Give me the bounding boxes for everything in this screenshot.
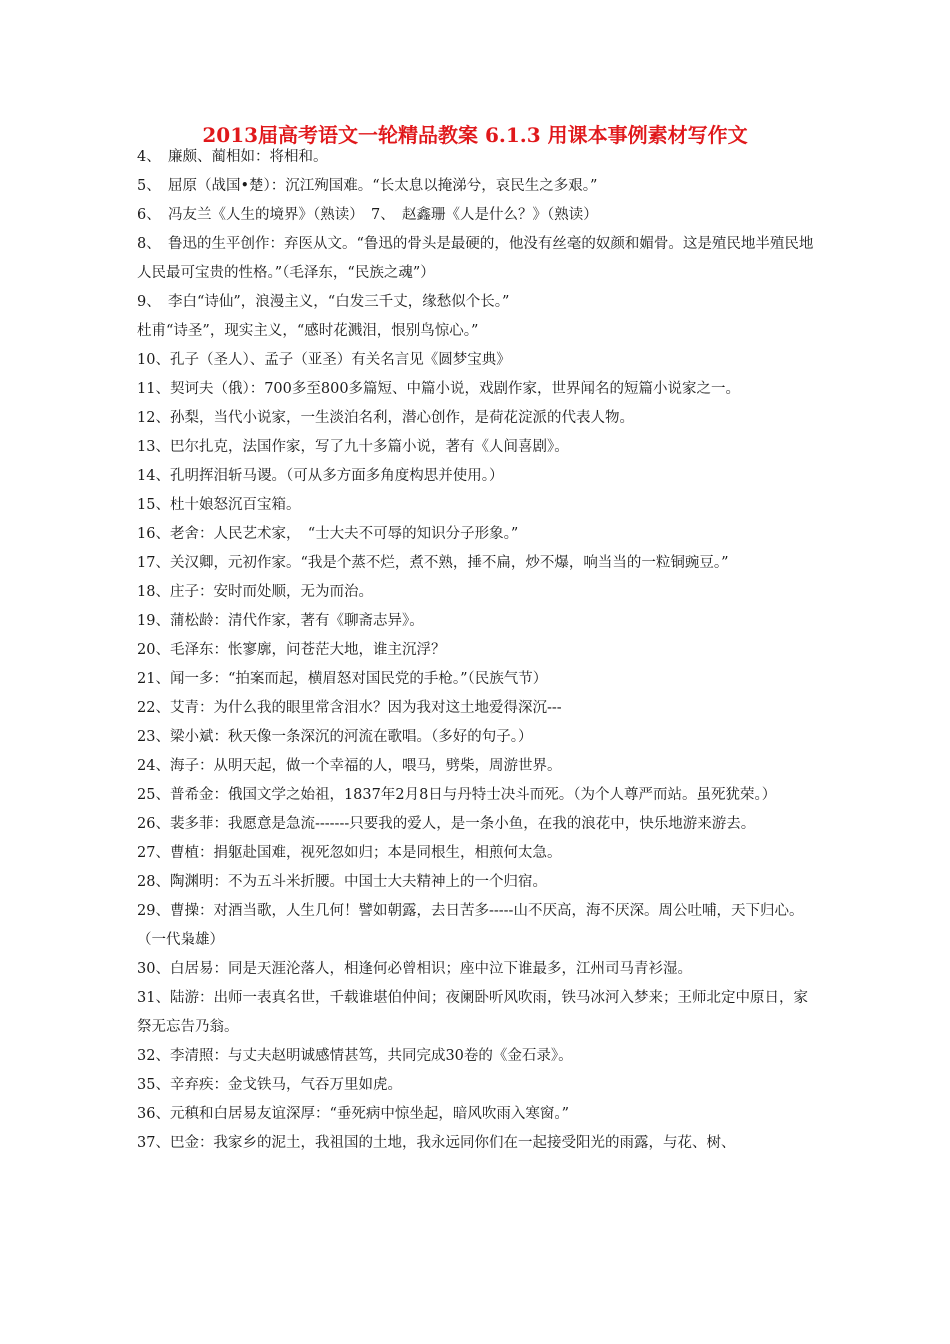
entry-6-7: 6、 冯友兰《人生的境界》（熟读） 7、 赵鑫珊《人是什么？》（熟读） xyxy=(137,207,598,223)
entry-23: 23、梁小斌：秋天像一条深沉的河流在歌唱。（多好的句子。） xyxy=(137,729,533,745)
entry-11: 11、契诃夫（俄）：700多至800多篇短、中篇小说，戏剧作家，世界闻名的短篇小说家之一。 xyxy=(137,381,741,397)
entry-9-dufu: 杜甫“诗圣”，现实主义，“感时花溅泪，恨别鸟惊心。” xyxy=(137,323,479,339)
entry-4: 4、 廉颇、蔺相如：将相和。 xyxy=(137,149,328,165)
entry-12: 12、孙梨，当代小说家，一生淡泊名利，潜心创作，是荷花淀派的代表人物。 xyxy=(137,410,634,426)
entry-9: 9、 李白“诗仙”，浪漫主义，“白发三千丈，缘愁似个长。” xyxy=(137,294,510,310)
entry-35: 35、辛弃疾：金戈铁马，气吞万里如虎。 xyxy=(137,1077,402,1093)
entry-16: 16、老舍：人民艺术家， “士大夫不可辱的知识分子形象。” xyxy=(137,526,519,542)
entry-5: 5、 屈原（战国•楚）：沉江殉国难。“长太息以掩涕兮，哀民生之多艰。” xyxy=(137,178,598,194)
entry-25: 25、普希金：俄国文学之始祖，1837年2月8日与丹特士决斗而死。（为个人尊严而站。虽死犹荣。） xyxy=(137,787,777,803)
entry-27: 27、曹植：捐躯赴国难，视死忽如归；本是同根生，相煎何太急。 xyxy=(137,845,562,861)
entry-32: 32、李清照：与丈夫赵明诚感情甚笃，共同完成30卷的《金石录》。 xyxy=(137,1048,573,1064)
entry-28: 28、陶渊明：不为五斗米折腰。中国士大夫精神上的一个归宿。 xyxy=(137,874,547,890)
entry-26: 26、裴多菲：我愿意是急流-------只要我的爱人，是一条小鱼，在我的浪花中，快乐地游来游去。 xyxy=(137,816,756,832)
entry-29: 29、曹操：对酒当歌，人生几何！譬如朝露，去日苦多-----山不厌高，海不厌深。周公吐哺，天下归心。（一代枭雄） xyxy=(137,903,804,948)
entry-14: 14、孔明挥泪斩马谡。（可从多方面多角度构思并使用。） xyxy=(137,468,504,484)
entry-30: 30、白居易：同是天涯沦落人，相逢何必曾相识；座中泣下谁最多，江州司马青衫湿。 xyxy=(137,961,692,977)
entry-21: 21、闻一多：“拍案而起，横眉怒对国民党的手枪。”（民族气节） xyxy=(137,671,548,687)
entry-15: 15、杜十娘怒沉百宝箱。 xyxy=(137,497,301,513)
entry-17: 17、关汉卿，元初作家。“我是个蒸不烂，煮不熟，捶不扁，炒不爆，响当当的一粒铜豌豆。” xyxy=(137,555,729,571)
document-title: 2013届高考语文一轮精品教案 6.1.3 用课本事例素材写作文 xyxy=(202,123,748,147)
entry-37: 37、巴金：我家乡的泥土，我祖国的土地，我永远同你们在一起接受阳光的雨露，与花、树、 xyxy=(137,1135,736,1151)
entry-10: 10、孔子（圣人）、孟子（亚圣）有关名言见《圆梦宝典》 xyxy=(137,352,511,368)
entry-19: 19、蒲松龄：清代作家，著有《聊斋志异》。 xyxy=(137,613,424,629)
entry-18: 18、庄子：安时而处顺，无为而治。 xyxy=(137,584,373,600)
entry-36: 36、元稹和白居易友谊深厚：“垂死病中惊坐起，暗风吹雨入寒窗。” xyxy=(137,1106,570,1122)
document-body xyxy=(137,143,819,1158)
entry-20: 20、毛泽东：怅寥廓，问苍茫大地，谁主沉浮？ xyxy=(137,642,446,658)
entry-8: 8、 鲁迅的生平创作：弃医从文。“鲁迅的骨头是最硬的，他没有丝毫的奴颜和媚骨。这是殖民地半殖民地人民最可宝贵的性格。”（毛泽东，“民族之魂”） xyxy=(137,236,814,281)
entry-13: 13、巴尔扎克，法国作家，写了九十多篇小说，著有《人间喜剧》。 xyxy=(137,439,569,455)
entry-24: 24、海子：从明天起，做一个幸福的人，喂马，劈柴，周游世界。 xyxy=(137,758,562,774)
entry-31: 31、陆游：出师一表真名世，千载谁堪伯仲间；夜阑卧听风吹雨，铁马冰河入梦来；王师北定中原日，家祭无忘告乃翁。 xyxy=(137,990,808,1035)
entry-22: 22、艾青：为什么我的眼里常含泪水？因为我对这土地爱得深沉--- xyxy=(137,700,562,716)
